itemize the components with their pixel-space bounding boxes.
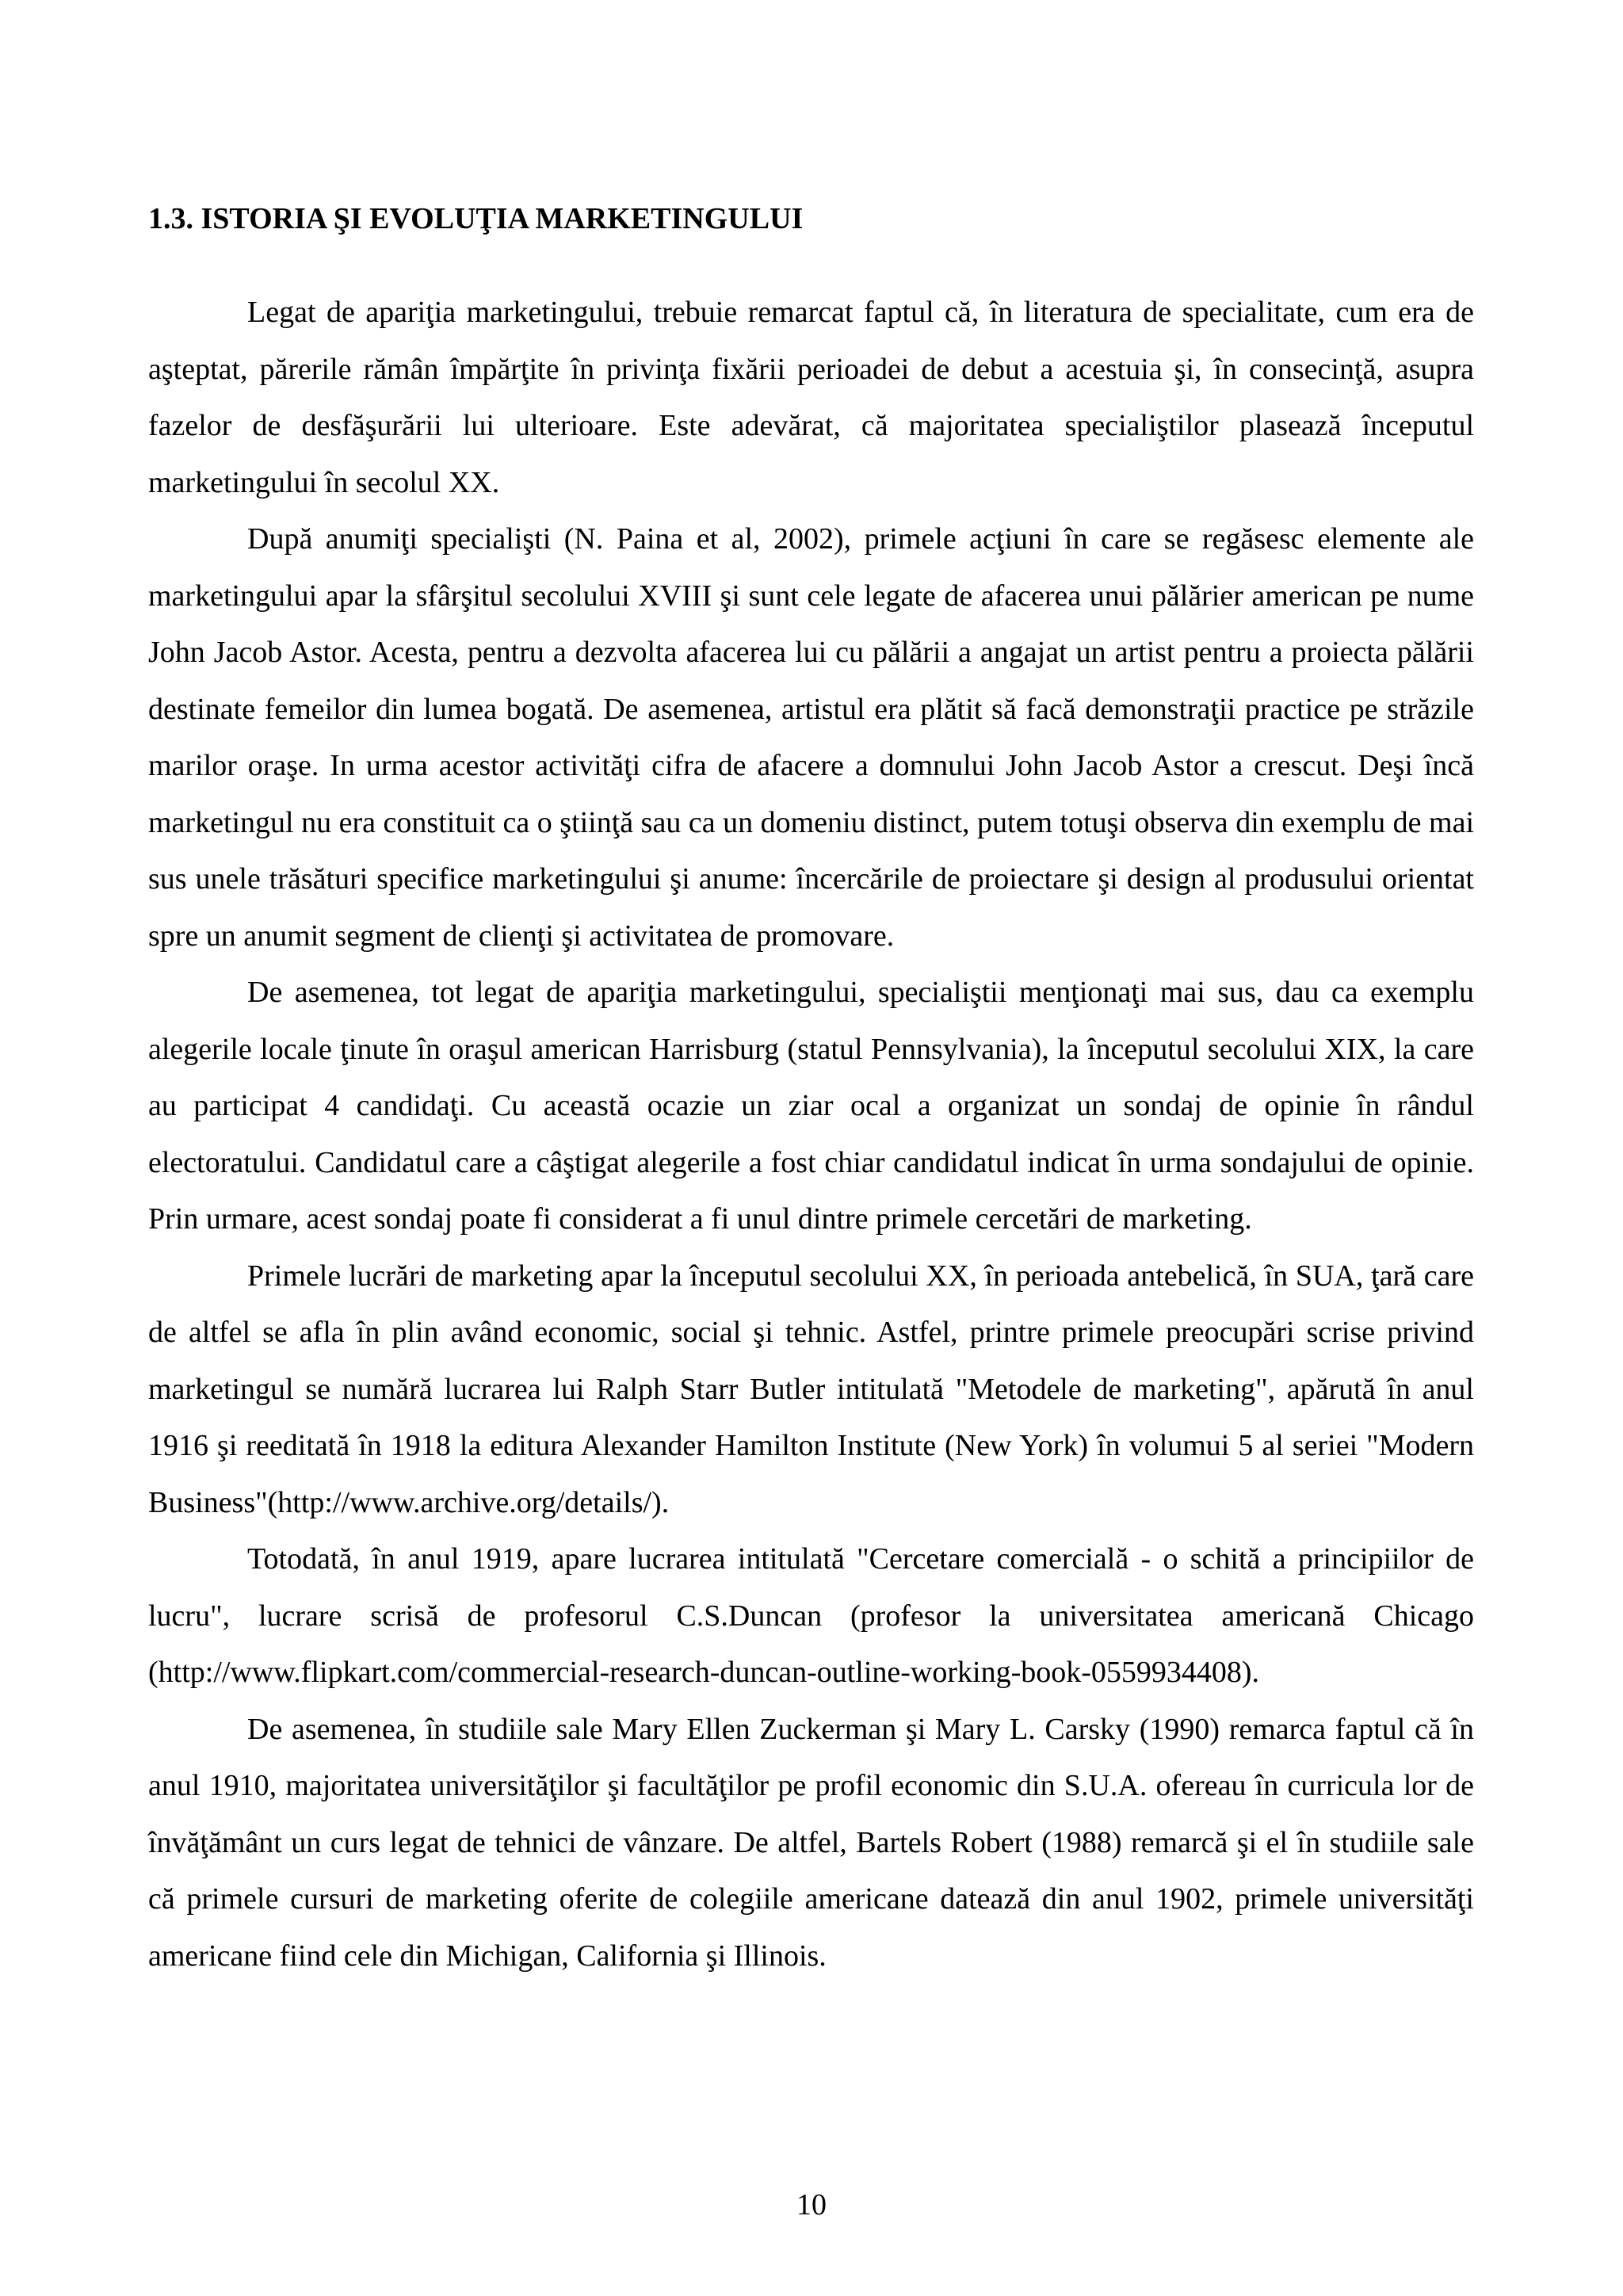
body-text <box>148 285 1474 1985</box>
paragraph-1: Legat de apariţia marketingului, trebuie remarcat faptul că, în literatura de specialitate, cum era de aşteptat, părerile rămân împărţite în privinţa fixării perioadei de debut a acestuia şi, în consecinţă, asupra fazelor de desfăşurării lui ulterioare. Este adevărat, că majoritatea specialiştilor plasează începutul marketingului în secolul XX. <box>148 296 1474 499</box>
page-number: 10 <box>796 2188 827 2222</box>
section-heading: 1.3. ISTORIA ŞI EVOLUŢIA MARKETINGULUI <box>148 202 804 235</box>
paragraph-4: Primele lucrări de marketing apar la începutul secolului XX, în perioada antebelică, în SUA, ţară care de altfel se afla în plin având economic, social şi tehnic. Astfel, printre primele preocupări scrise privind marketingul se numără lucrarea lui Ralph Starr Butler intitulată "Metodele de marketing", apărută în anul 1916 şi reeditată în 1918 la editura Alexander Hamilton Institute (New York) în volumui 5 al seriei "Modern Business"(http://www.archive.org/details/). <box>148 1259 1474 1519</box>
paragraph-3: De asemenea, tot legat de apariţia marketingului, specialiştii menţionaţi mai sus, dau ca exemplu alegerile locale ţinute în oraşul american Harrisburg (statul Pennsylvania), la începutul secolului XIX, la care au participat 4 candidaţi. Cu această ocazie un ziar ocal a organizat un sondaj de opinie în rândul electoratului. Candidatul care a câştigat alegerile a fost chiar candidatul indicat în urma sondajului de opinie. Prin urmare, acest sondaj poate fi considerat a fi unul dintre primele cercetări de marketing. <box>148 976 1474 1236</box>
paragraph-5: Totodată, în anul 1919, apare lucrarea intitulată "Cercetare comercială - o schită a principiilor de lucru", lucrare scrisă de profesorul C.S.Duncan (profesor la universitatea americană Chicago (http://www.flipkart.com/commercial-research-duncan-outline-working-book-0559934408). <box>148 1542 1474 1689</box>
paragraph-6: De asemenea, în studiile sale Mary Ellen Zuckerman şi Mary L. Carsky (1990) remarca faptul că în anul 1910, majoritatea universităţilor şi facultăţilor pe profil economic din S.U.A. ofereau în curricula lor de învăţământ un curs legat de tehnici de vânzare. De altfel, Bartels Robert (1988) remarcă şi el în studiile sale că primele cursuri de marketing oferite de colegiile americane datează din anul 1902, primele universităţi americane fiind cele din Michigan, California şi Illinois. <box>148 1712 1474 1973</box>
paragraph-2: După anumiţi specialişti (N. Paina et al, 2002), primele acţiuni în care se regăsesc elemente ale marketingului apar la sfârşitul secolului XVIII şi sunt cele legate de afacerea unui pălărier american pe nume John Jacob Astor. Acesta, pentru a dezvolta afacerea lui cu pălării a angajat un artist pentru a proiecta pălării destinate femeilor din lumea bogată. De asemenea, artistul era plătit să facă demonstraţii practice pe străzile marilor oraşe. In urma acestor activităţi cifra de afacere a domnului John Jacob Astor a crescut. Deşi încă marketingul nu era constituit ca o ştiinţă sau ca un domeniu distinct, putem totuşi observa din exemplu de mai sus unele trăsături specifice marketingului şi anume: încercările de proiectare şi design al produsului orientat spre un anumit segment de clienţi şi activitatea de promovare. <box>148 522 1474 953</box>
